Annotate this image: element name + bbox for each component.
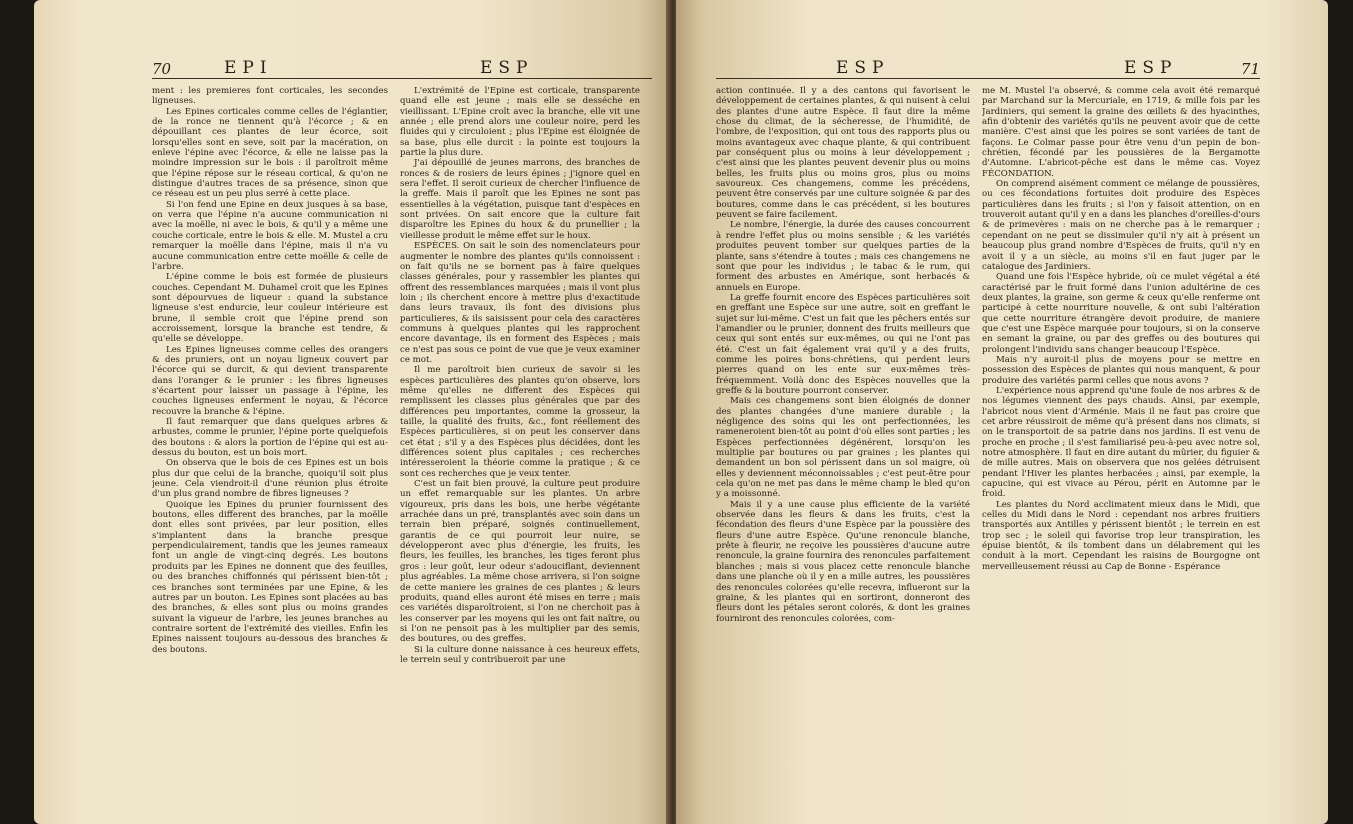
paragraph: Il faut remarquer que dans quelques arbres & arbustes, comme le prunier, l'épine porte quelquefois des boutons : & alors la portion de l'épine qui est au-dessus du bouton, est un bois mort. xyxy=(152,417,388,459)
paragraph: Mais il y a une cause plus efficiente de la variété observée dans les fleurs & dans les fruits, c'est la fécondation des fleurs d'une Espèce par la poussière des fleurs d'une autre Espèce. Qu'une renoncule blanche, prête à fleurir, ne reçoive les poussières d'aucune autre renoncule, la graine fournira des renoncules parfaitement blanches ; mais si vous placez cette renoncule blanche dans une planche où il y en a mille autres, les poussières des renoncules colorées qu'elle recevra, influeront sur la graine, & les plantes qui en sortiront, donneront des fleurs dont les pétales seront colorés, & dont les graines fourniront des renoncules colorées, com- xyxy=(716,499,970,624)
paragraph: Quoique les Epines du prunier fournissent des boutons, elles different des branches, par la moëlle dont elles sont privées, par leur position, elles s'implantent dans la branche presque perpendiculairement, tandis que les jeunes rameaux font un angle de vingt-cinq degrés. Les boutons produits par les Epines ne donnent que des feuilles, ou des branches chiffonnés qui périssent bien-tôt ; ces branches sont terminées par une Epine, & les autres par un bouton. Les Epines sont placées au bas des branches, & elles sont plus ou moins grandes suivant la vigueur de l'arbre, les jeunes branches au contraire sortent de l'extrémité des vieilles. Enfin les Epines naissent toujours au-dessous des branches & des boutons. xyxy=(152,499,388,655)
paragraph: ESPÈCES. On sait le soin des nomenclateurs pour augmenter le nombre des plantes qu'ils connoissent : on fait qu'ils ne se bornent pas à faire quelques classes générales, pour y rassembler les plantes qui offrent des ressemblances marquées ; mais il vont plus loin ; ils cherchent encore à mettre plus d'exactitude dans leurs travaux, ils font des divisions plus particulieres, & ils saisissent pour cela des caractères communs à quelques plantes qui les rapprochent encore davantage, ils en forment des Espèces ; mais ce n'est pas sous ce point de vue que je veux examiner ce mot. xyxy=(400,241,640,365)
paragraph: On observa que le bois de ces Epines est un bois plus dur que celui de la branche, quoiqu'il soit plus jeune. Cela viendroit-il d'une réunion plus étroite d'un plus grand nombre de fibres ligneuses ? xyxy=(152,458,388,500)
paragraph: C'est un fait bien prouvé, la culture peut produire un effet remarquable sur les plantes. Un arbre vigoureux, pris dans les bois, une herbe végétante arrachée dans un pré, transplantés avec soin dans un terrain bien préparé, soignés continuellement, garantis de ce qui pourroit leur nuire, se développeront avec plus d'énergie, les fruits, les fleurs, les feuilles, les branches, les tiges feront plus gros : leur goût, leur odeur s'adouciflant, deviennent plus agréables. La même chose arrivera, si l'on soigne de cette maniere les graines de ces plantes ; & leurs produits, quand elles auront été mises en terre ; mais ces variétés disparoîtroient, si l'on ne cherchoit pas à les conserver par les moyens qui les ont fait naître, ou si l'on ne pensoit pas à les multiplier par des semis, des boutures, ou des greffes. xyxy=(400,479,640,645)
paragraph: Il me paroîtroit bien curieux de savoir si les espèces particulières des plantes qu'on observe, lors même qu'elles ne different des Espèces qui remplissent les classes plus générales que par des différences peu importantes, comme la grosseur, la taille, la qualité des fruits, &c., font réellement des Espèces particulières, si on peut les conserver dans cet état ; s'il y a des Espèces plus décidées, dont les différences soient plus capitales ; ces recherches intéresseroient la théorie comme la pratique ; & ce sont ces recherches que je veux tenter. xyxy=(400,365,640,479)
paragraph: Mais ces changemens sont bien éloignés de donner des plantes changées d'une maniere durable ; la négligence des soins qui les ont perfectionnées, les rameneroient bien-tôt au point d'où elles sont parties ; les Espèces perfectionnées dégénérent, lorsqu'on les multiplie par boutures ou par graines ; les plantes qui demandent un bon sol périssent dans un sol maigre, où elles y deviennent méconnoissables ; c'est peut-être pour cela qu'on ne met pas dans le même champ le bled qu'on y a moissonné. xyxy=(716,396,970,500)
left-head-rule xyxy=(152,78,652,79)
right-head-rule xyxy=(716,78,1260,79)
paragraph: Si l'on fend une Epine en deux jusques à sa base, on verra que l'épine n'a aucune communication ni avec la moëlle, ni avec le bois, & qu'il y a même une couche corticale, entre le bois & elle. M. Mustel a cru remarquer la moëlle dans l'épine, mais il n'a vu aucune communication entre cette moëlle & celle de l'arbre. xyxy=(152,199,388,272)
paragraph: L'expérience nous apprend qu'une foule de nos arbres & de nos légumes viennent des pays chauds. Ainsi, par exemple, l'abricot nous vient d'Arménie. Mais il ne faut pas croire que cet arbre réussiroit de même qu'à présent dans nos climats, si on le transportoit de sa patrie dans nos jardins. Il est venu de proche en proche ; il s'est familiarisé peu-à-peu avec notre sol, notre atmosphère. Il faut en dire autant du mûrier, du figuier & de mille autres. Mais on observera que nos gelées détruisent pendant l'Hiver les plantes herbacées ; ainsi, par exemple, la capucine, qui est vivace au Pérou, périt en Automne par le froid. xyxy=(982,385,1260,500)
paragraph: me M. Mustel l'a observé, & comme cela avoit été remarqué par Marchand sur la Mercuriale, en 1719, & mille fois par les Jardiniers, qui sement la graine des œillets & des hyacinthes, afin d'obtenir des variétés qu'ils ne peuvent avoir que de cette manière. C'est ainsi que les poires se sont variées de tant de façons. Le Colmar passe pour être venu d'un pepin de bon-chrétien, fécondé par les poussières de la Bergamotte d'Automne. L'abricot-pêche est dans le même cas. Voyez FÉCONDATION. xyxy=(982,86,1260,179)
paragraph: On comprend aisément comment ce mélange de poussières, ou ces fécondations fortuites doit produire des Espèces particulières dans les fruits ; si l'on y faisoit attention, on en trouveroit autant qu'il y en a dans les planches d'oreilles-d'ours & de primevères : mais on ne cherche pas à le remarquer ; cependant on ne peut se dissimuler qu'il n'y ait à présent un beaucoup plus grand nombre d'Espèces de fruits, qu'il n'y en avoit il y a un siècle, au moins s'il en faut juger par le catalogue des Jardiniers. xyxy=(982,179,1260,272)
left-column-2 xyxy=(400,86,640,786)
paragraph: Les Epines corticales comme celles de l'églantier, de la ronce ne tiennent qu'à l'écorce ; & en dépouillant ces plantes de leur écorce, soit lorsqu'elles sont en seve, soit par la macération, on enleve l'épine avec l'écorce, & elle ne laisse pas la moindre impression sur le bois : il paroîtroit même que l'épine répose sur le réseau cortical, & qu'on ne distingue d'autres traces de sa présence, sinon que ce réseau est un peu plus serré à cette place. xyxy=(152,106,388,200)
paragraph: L'épine comme le bois est formée de plusieurs couches. Cependant M. Duhamel croit que les Epines sont dépourvues de liqueur : quand la substance ligneuse s'est endurcie, leur couleur intérieure est brune, il semble croit que l'épine prend son accroissement, lorsque la branche est tendre, & qu'elle se développe. xyxy=(152,272,388,345)
paragraph: Mais n'y auroit-il plus de moyens pour se mettre en possession des Espèces de plantes qui nous manquent, & pour produire des variétés parmi celles que nous avons ? xyxy=(982,354,1260,386)
right-head-word-1: ESP xyxy=(836,58,890,78)
right-column-2 xyxy=(982,86,1260,786)
paragraph: La greffe fournit encore des Espèces particulières soit en greffant une Espèce sur une autre, soit en greffant le sujet sur lui-même. C'est un fait que les pêchers entés sur l'amandier ou le prunier, donnent des fruits meilleurs que ceux qui sont entés sur eux-mêmes, ou qui ne l'ont pas été. C'est un fait également vrai qu'il y a des fruits, comme les poires bons-chrétiens, qui perdent leurs pierres quand on les ente sur eux-mêmes très-fréquemment. Voilà donc des Espèces nouvelles que la greffe & la bouture pourront conserver. xyxy=(716,292,970,396)
left-running-head xyxy=(152,58,652,80)
left-head-word-2: ESP xyxy=(480,58,534,78)
paragraph: Les plantes du Nord acclimatent mieux dans le Midi, que celles du Midi dans le Nord : cependant nos arbres fruitiers transportés aux Antilles y périssent bientôt ; le terrein en est trop sec ; le soleil qui favorise trop leur transpiration, les épuise bientôt, & ils tombent dans un délabrement qui les conduit à la mort. Cependant les raisins de Bourgogne ont merveilleusement réussi au Cap de Bonne - Espérance xyxy=(982,499,1260,572)
paragraph: Le nombre, l'énergie, la durée des causes concourrent à rendre l'effet plus ou moins sensible ; & les variétés produites peuvent tomber sur quelques parties de la plante, sans s'étendre à toutes ; mais ces changemens ne sont que pour les individus ; le tabac & le rum, qui forment des arbustes en Amérique, sont herbacés & annuels en Europe. xyxy=(716,220,970,293)
right-head-word-2: ESP xyxy=(1124,58,1178,78)
paragraph: ment : les premieres font corticales, les secondes ligneuses. xyxy=(152,86,388,107)
paragraph: Les Epines ligneuses comme celles des orangers & des pruniers, ont un noyau ligneux couvert par l'écorce qui se durcit, & qui devient transparente dans l'oranger & le prunier : les fibres ligneuses s'écartent pour laisser un passage à l'épine, les couches ligneuses enferment le noyau, & l'écorce recouvre la branche & l'épine. xyxy=(152,344,388,417)
paragraph: J'ai dépouillé de jeunes marrons, des branches de ronces & de rosiers de leurs épines ; j'ignore quel en sera l'effet. Il seroit curieux de chercher l'influence de la greffe. Mais il paroît que les Epines ne sont pas essentielles à la végétation, puisque tant d'espèces en sont privées. On sait encore que la culture fait disparoître les Epines du houx & du prunellier ; la vieillesse produit le même effet sur le houx. xyxy=(400,158,640,241)
paragraph: Quand une fois l'Espèce hybride, où ce mulet végétal a été caractérisé par le fruit formé dans l'union adultérine de ces deux plantes, la graine, son germe & ceux qu'elle renferme ont participé à cette nourriture nouvelle, & ont subi l'altération que cette nourriture étrangère devoit produire, de maniere que c'est une Espèce marquée pour toujours, si on la conserve en semant la graine, ou par des greffes ou des boutures qui prolongent l'individu sans changer beaucoup l'Espèce. xyxy=(982,272,1260,355)
right-page-number: 71 xyxy=(1240,60,1260,78)
left-page-number: 70 xyxy=(152,60,172,78)
right-running-head xyxy=(716,58,1260,80)
paragraph: L'extrémité de l'Epine est corticale, transparente quand elle est jeune ; mais elle se desséche en vieillissant. L'Epine croît avec la branche, elle vit une année ; elle prend alors une couleur noire, perd les fluides qui y circuloient ; plus l'Epine est éloignée de sa base, plus elle durcit : la pointe est toujours la partie la plus dure. xyxy=(400,86,640,159)
left-page xyxy=(34,0,670,824)
paragraph: action continuée. Il y a des cantons qui favorisent le développement de certaines plantes, & qui nuisent à celui des plantes d'une autre Espèce. Il faut dire la même chose du climat, de la sécheresse, de l'humidité, de l'ombre, de l'exposition, qui ont tous des rapports plus ou moins avantageux avec chaque plante, & qui contribuent par conséquent plus ou moins à leur développement ; c'est ainsi que les plantes peuvent devenir plus ou moins belles, les fruits plus ou moins gros, plus ou moins savoureux. Ces changemens, comme les précédens, peuvent être conservés par une culture soignée & par des boutures, comme dans le cas précédent, si les boutures peuvent se faire facilement. xyxy=(716,86,970,221)
left-head-word-1: EPI xyxy=(224,58,273,78)
right-column-1 xyxy=(716,86,970,786)
left-column-1 xyxy=(152,86,388,786)
right-page xyxy=(676,0,1328,824)
paragraph: Si la culture donne naissance à ces heureux effets, le terrein seul y contribueroit par une xyxy=(400,644,640,665)
